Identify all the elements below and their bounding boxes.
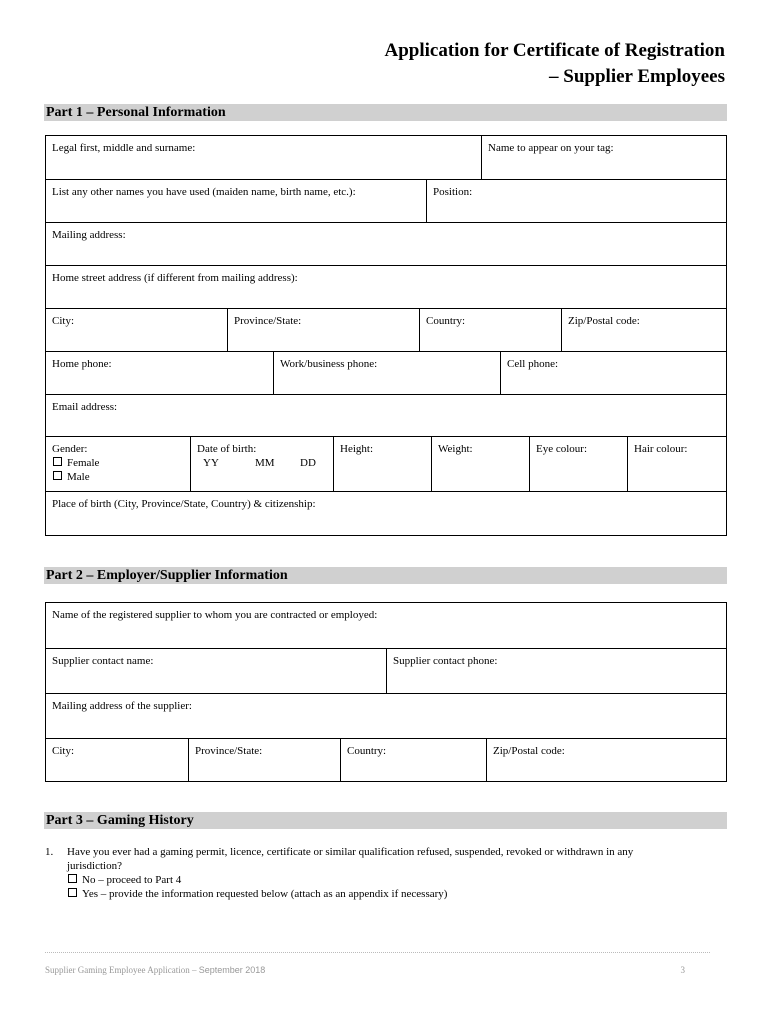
other-names-label: List any other names you have used (maiden name, birth name, etc.):	[52, 186, 356, 198]
dob-field[interactable]	[190, 437, 333, 491]
home-phone-label: Home phone:	[52, 358, 112, 370]
other-names-field[interactable]	[46, 180, 426, 222]
no-option-label: No – proceed to Part 4	[82, 874, 182, 886]
yes-option-label: Yes – provide the information requested below (attach as an appendix if necessary)	[82, 888, 448, 900]
male-option[interactable]	[52, 470, 184, 484]
weight-label: Weight:	[438, 443, 473, 455]
part3-header: Part 3 – Gaming History	[44, 812, 727, 829]
home-address-field[interactable]	[46, 266, 726, 308]
supplier-country-label: Country:	[347, 745, 387, 757]
legal-name-field[interactable]	[46, 136, 481, 179]
tag-name-field[interactable]	[481, 136, 726, 179]
question-1-number: 1.	[45, 846, 54, 858]
gender-label: Gender:	[52, 443, 88, 455]
mailing-address-field[interactable]	[46, 223, 726, 265]
birthplace-field[interactable]	[46, 492, 726, 535]
eye-colour-label: Eye colour:	[536, 443, 588, 455]
supplier-mailing-field[interactable]	[46, 694, 726, 738]
hair-colour-label: Hair colour:	[634, 443, 688, 455]
yes-option[interactable]	[67, 887, 633, 901]
dob-label: Date of birth:	[197, 443, 257, 455]
footer-left-b: September 2018	[198, 965, 266, 975]
question-1-text: Have you ever had a gaming permit, licence, certificate or similar qualification refused, suspended, revoked or withdrawn in any	[67, 846, 634, 858]
birthplace-label: Place of birth (City, Province/State, Country) & citizenship:	[52, 498, 316, 510]
position-field[interactable]	[426, 180, 726, 222]
country-label: Country:	[426, 315, 466, 327]
part2-header: Part 2 – Employer/Supplier Information	[44, 567, 727, 584]
email-field[interactable]	[46, 395, 726, 436]
female-option[interactable]	[52, 456, 184, 470]
supplier-name-label: Name of the registered supplier to whom you are contracted or employed:	[52, 609, 378, 621]
title-line-2: – Supplier Employees	[549, 66, 725, 87]
email-label: Email address:	[52, 401, 118, 413]
part1-header: Part 1 – Personal Information	[44, 104, 727, 121]
height-label: Height:	[340, 443, 373, 455]
document-title	[384, 38, 725, 90]
mailing-address-label: Mailing address:	[52, 229, 126, 241]
country-field[interactable]	[419, 309, 561, 351]
supplier-province-label: Province/State:	[195, 745, 263, 757]
male-label: Male	[67, 471, 90, 483]
footer-left-a: Supplier Gaming Employee Application –	[45, 965, 197, 975]
supplier-mailing-label: Mailing address of the supplier:	[52, 700, 192, 712]
city-label: City:	[52, 315, 75, 327]
supplier-city-label: City:	[52, 745, 75, 757]
dob-yy-label: YY	[203, 457, 219, 469]
supplier-city-field[interactable]	[46, 739, 188, 781]
supplier-contact-phone-field[interactable]	[386, 649, 726, 693]
yes-checkbox[interactable]	[68, 888, 77, 897]
province-field[interactable]	[227, 309, 419, 351]
dob-dd-label: DD	[300, 457, 316, 469]
footer-text	[45, 965, 685, 975]
no-checkbox[interactable]	[68, 874, 77, 883]
female-label: Female	[67, 457, 100, 469]
tag-name-label: Name to appear on your tag:	[488, 142, 614, 154]
legal-name-label: Legal first, middle and surname:	[52, 142, 196, 154]
page-number: 3	[680, 965, 685, 975]
work-phone-label: Work/business phone:	[280, 358, 378, 370]
cell-phone-label: Cell phone:	[507, 358, 559, 370]
home-phone-field[interactable]	[46, 352, 273, 394]
part2-form	[45, 602, 727, 782]
weight-field[interactable]	[431, 437, 529, 491]
title-line-1: Application for Certificate of Registration	[384, 40, 725, 61]
province-label: Province/State:	[234, 315, 302, 327]
home-address-label: Home street address (if different from mailing address):	[52, 272, 298, 284]
part1-form	[45, 135, 727, 536]
zip-field[interactable]	[561, 309, 726, 351]
no-option[interactable]	[67, 873, 633, 887]
supplier-province-field[interactable]	[188, 739, 340, 781]
eye-colour-field[interactable]	[529, 437, 627, 491]
work-phone-field[interactable]	[273, 352, 500, 394]
cell-phone-field[interactable]	[500, 352, 726, 394]
height-field[interactable]	[333, 437, 431, 491]
dob-mm-label: MM	[255, 457, 275, 469]
question-1-text-cont: jurisdiction?	[67, 860, 122, 872]
position-label: Position:	[433, 186, 473, 198]
supplier-contact-name-label: Supplier contact name:	[52, 655, 154, 667]
zip-label: Zip/Postal code:	[568, 315, 640, 327]
supplier-zip-label: Zip/Postal code:	[493, 745, 565, 757]
footer-divider	[45, 952, 710, 953]
hair-colour-field[interactable]	[627, 437, 726, 491]
supplier-country-field[interactable]	[340, 739, 486, 781]
supplier-contact-phone-label: Supplier contact phone:	[393, 655, 498, 667]
city-field[interactable]	[46, 309, 227, 351]
female-checkbox[interactable]	[53, 457, 62, 466]
supplier-name-field[interactable]	[46, 603, 726, 648]
supplier-contact-name-field[interactable]	[46, 649, 386, 693]
male-checkbox[interactable]	[53, 471, 62, 480]
question-1	[45, 845, 727, 901]
gender-field	[46, 437, 190, 491]
supplier-zip-field[interactable]	[486, 739, 726, 781]
